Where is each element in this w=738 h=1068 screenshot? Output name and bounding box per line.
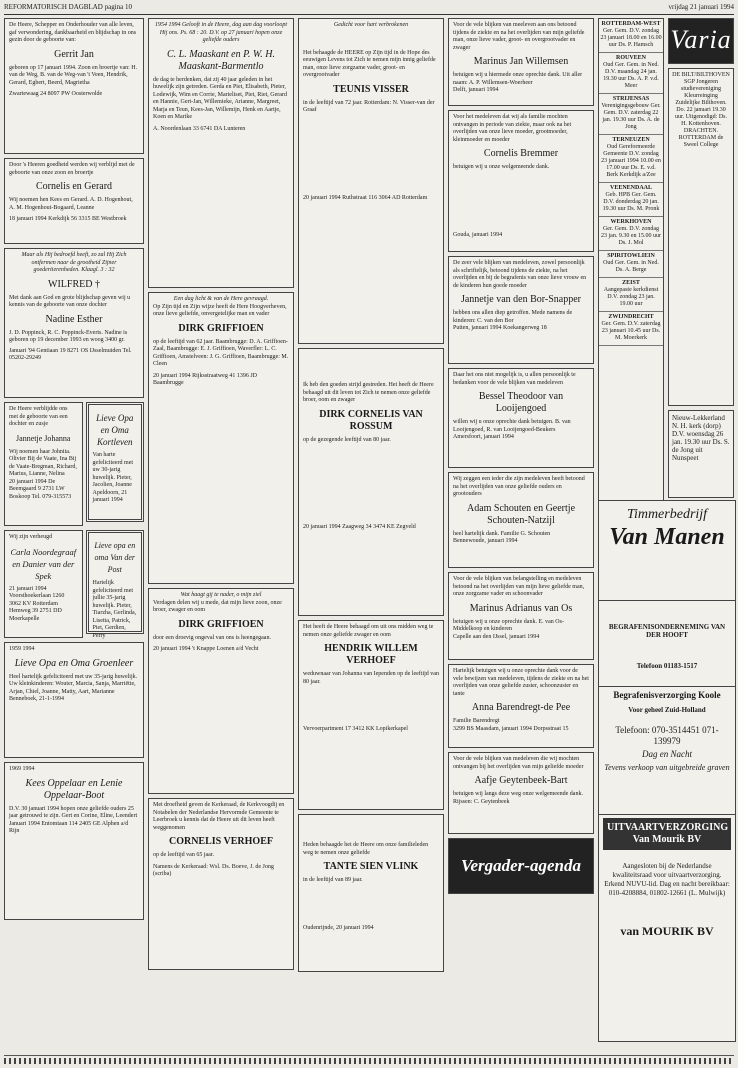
thanks-van-looijengoed [448,368,594,468]
ad-body-2: op de gezegende leeftijd van 80 jaar. [303,436,391,443]
service-entry: ZWIJNDRECHT Ger. Gem. D.V. zaterdag 23 januari 10.45 uur Ds. M. Moerkerk [599,312,663,346]
thanks-van-os [448,572,594,660]
ad-name: TANTE SIEN VLINK [323,861,419,872]
ad-address: Delft, januari 1994 [453,87,499,93]
anniversary-maaskant [148,18,294,288]
timmerbedrijf-ad [598,500,736,604]
ad-verse: Gedicht voor hart verbrokenen [333,22,409,28]
obituary-griffioen-1 [148,292,294,584]
ad-body-2: betuigen wij u onze welgemeende dank. [453,164,550,170]
ad-address: Januari 1994 Entomtaan 114 2405 GE Alphen a/d Rijn [9,820,129,834]
ad-address: 20 januari 1994 Rijksstraatweg 41 1396 JD Baambrugge [153,372,257,386]
ad-body-2: betuigen wij u onze oprechte dank. E. van Os-Middelkoop en kinderen [453,618,564,632]
church-services-list [598,18,664,540]
nieuw-lekkerland-notice [668,410,734,498]
obituary-verhoef-hw [298,620,444,810]
ad-body-2: willen wij u onze oprechte dank betuigen. B. van Looijengoed, R. van Looijengoed-Beukers [453,419,571,433]
obituary-griffioen-2 [148,588,294,794]
ad-body-2: betuigen wij langs deze weg onze welgemeende dank. Rijssen: C. Geytenbeek [453,791,583,805]
ad-address: 20 januari 1994 Zaagweg 34 3474 KE Zegveld [303,524,416,530]
ad-body: Heel hartelijk gefeliciteerd met uw 35-jarig huwelijk. Uw kleinkinderen: Wouter, Marcia, Sanja, Marriëtte, Arjan, Chiel, Joanne, Matty, Aart, Marianne [9,673,138,695]
ad-verse: Maar als Hij bedroefd heeft, zo zal Hij Zich ontfermen naar de grootheid Zijner goedertierenheden. Klaagl. 3 : 32 [21,252,127,273]
ad-address: Bennewoude, januari 1994 [453,538,518,544]
ad-title: Timmerbedrijf [626,507,708,522]
ad-brand: Van Manen [609,524,725,550]
date-line: vrijdag 21 januari 1994 [668,3,734,11]
ad-body: Wij noemen haar Johnita. Olivier Bij de Vaate, Ina Bij de Vaate-Bregman, Richard, Marius, Lianne, Nelina [9,448,77,477]
ad-slogan: Tevens verkoop van uitgebreide graven [604,763,730,772]
thanks-bremmer [448,110,594,252]
ad-address: Amersfoort, januari 1994 [453,434,514,440]
koole-ad [598,686,736,818]
ad-intro: Wij zijn verheugd [9,534,53,540]
obituary-vlink [298,814,444,972]
ad-body: Wij noemen hen Kees en Gerard. A. D. Hogenhout, A. M. Hogenhout-Bogaard, Leanne [9,197,133,211]
ad-address: Capelle aan den IJssel, januari 1994 [453,633,540,640]
ad-verse: Wat haagt gij te nader, o mijn ziel [180,592,262,598]
ad-address: 18 januari 1994 Kerkdijk 56 3315 BE Westbroek [9,216,127,222]
ad-body: Aangesloten bij de Nederlandse kwaliteitsraad voor uitvaartverzorging. Erkend NUVU-lid. Dag en nacht bereikbaar: 010-4208884, 01802-12661 (L. Mulwijk) [604,862,730,897]
thanks-barendregt [448,664,594,748]
service-entry: ZEIST Aangepaste kerkdienst D.V. zondag 23 jan. 19.00 uur [599,278,663,312]
ad-body: Het behaagde de HEERE op Zijn tijd in de Hope des eeuwigen Levens tot Zich te nemen mijn innig geliefde man, onze lieve zorgzame vader, groot- en overgrootvader [303,49,436,78]
birth-ad-gerrit-jan [4,18,144,154]
ad-title: Begrafenisverzorging Koole [613,690,721,700]
ad-body: geboren op 17 januari 1994. Zoon en broertje van: H. van de Weg, B. van de Weg-van 't Veen, Hendrik, Gerard, Egbert, Beerd, Magrietha [9,64,138,86]
ad-body: Daar het ons niet mogelijk is, u allen persoonlijk te bedanken voor de vele blijken van medeleven [453,372,576,386]
page-header [4,2,734,15]
ad-body-2: betuigen wij u hiermede onze oprechte dank. Uit aller naam: A. P. Willemsen-Woerheer [453,72,583,86]
ad-body-2: Familie Barendregt [453,718,500,724]
engagement-ad-carla [4,530,83,638]
ad-address: 21 januari 1994 Voorsthoekerlaan 1260 3062 KV Rotterdam Hemweg 39 2751 DD Moerkapelle [9,585,65,622]
ad-address: Zwartewaag 24 8097 PW Oosterwolde [9,91,103,97]
ad-body: Heden behaagde het de Heere om onze familieleden weg te nemen onze geliefde [303,842,429,856]
birth-ad-cornelis-gerard [4,158,144,244]
ad-intro: 1954 1994 Gelooft in de Heere, dag aan dag voorloopt Hij ons. Ps. 68 : 20. D.V. op 27 januari hopen onze geliefde ouders [154,22,288,43]
ad-name: Anna Barendregt-de Pee [471,702,571,713]
notice-text: Nieuw-Lekkerland N. H. kerk (dorp) D.V. woensdag 26 jan. 19.30 uur Ds. S. de Jong uit Nunspeet [672,414,730,462]
ad-name: Bessel Theodoor van Looijengoed [478,391,564,414]
ad-address: 3299 BS Maasdam, januari 1994 Dorpsstraat 15 [453,725,569,732]
van-der-hooft-ad [598,600,736,690]
ad-name: CORNELIS VERHOEF [168,836,273,847]
ad-title: BEGRAFENISONDERNEMING VAN DER HOOFT [608,623,726,639]
footer-rule [4,1058,734,1064]
ad-intro: Door 's Heeren goedheid werden wij verblijd met de geboorte van onze zoon en broertje [9,162,135,176]
ad-address: 20 januari 1994 De Beemgaard 9 2731 LW Boskoop Tel. 079-315573 [9,478,72,500]
ad-name: Jannetje Johanna [16,433,71,443]
thanks-schouten [448,472,594,568]
ad-body: Met dank aan God en grote blijdschap geven wij u kennis van de geboorte van onze dochter [9,294,131,308]
ad-address: Putten, januari 1994 Koekangerweg 18 [453,325,547,331]
row-carla-vanderpost [4,530,144,642]
service-entry: SPIRITOWLIEIN Oud Ger. Gem. in Ned. Ds. A. Berge [599,251,663,278]
row-jannetje-kortleven [4,402,144,530]
ad-body: de dag te herdenken, dat zij 40 jaar geleden in het huwelijk zijn getreden. Gerda en Piet, Elisabeth, Pieter, Lodewijk, Wim en Corrie, Marieliset, Piet, Riet, Gerard en Hannie, Gert-Jan, Willemieke, Arianne, Margreet, Marja en Teun, Kees-Jan, Willemijn, Henk en Aartje, Koen en Marike [153,76,287,120]
ad-name: Marinus Adrianus van Os [469,602,573,614]
ad-body-2: in de leeftijd van 72 jaar. Rotterdam: N. Visser-van der Graaf [303,99,435,113]
ad-subtitle: Voor geheel Zuid-Holland [628,706,706,714]
anniversary-oppelaar [4,762,144,920]
service-entry: ROUVEEN Oud Ger. Gem. in Ned. D.V. maandag 24 jan. 19.30 uur Ds. A. P. v.d. Meer [599,53,663,94]
ad-name: Kees Oppelaar en Lenie Oppelaar-Boot [25,777,123,801]
service-entry: TERNEUZEN Oud Gereformeerde Gemeente D.V. zondag 23 januari 1994 10.00 en 17.00 uur Ds. E. v.d. Berk Kerkdijk a/Zee [599,135,663,183]
birth-ad-jannetje [4,402,83,526]
ad-name: Lieve Opa en Oma Groenleer [14,657,134,669]
ad-body-2: heel hartelijk dank. Familie G. Schouten [453,530,551,537]
ad-address: Januari '94 Gentiaan 19 8271 OS IJsselmuiden Tel. 05202-29249 [9,347,132,361]
ad-address: Oudenrijnde, 20 januari 1994 [303,924,374,931]
ad-body: Hartelijk gefeliciteerd met jullie 35-jarig huwelijk. Pieter, Tiarzha, Gerlinda, Lisetta, Patrick, Piet, Gerdien, Perry [92,580,137,639]
service-entry: VEENENDAAL Geb. HPB Ger. Gem. D.V. donderdag 20 jan. 19.30 uur Ds. M. Pronk [599,183,663,217]
ad-body: De zeer vele blijken van medeleven, zowel persoonlijk als schriftelijk, betoond tijdens de ziekte, na het overlijden en bij de begrafenis van onze lieve vrouw en de kinderen hun goede moeder [453,260,587,289]
ad-phone: Telefoon: 070-3514451 071-139979 [615,724,719,746]
ad-name: Jannetje van den Bor-Snapper [460,294,582,305]
ad-body-2: door een droevig ongeval van ons is heengegaan. [153,634,271,641]
ad-title: UITVAARTVERZORGING Van Mourik BV [603,818,731,850]
ad-body: Voor de vele blijken van meeleven aan ons betoond tijdens de ziekte en na het overlijden van mijn geliefde man, onze lieve vader, groot- en overgrootvader en zwager [453,22,585,51]
ad-intro: De Heere, Schepper en Onderhouder van alle leven, gaf verwondering, dankbaarheid en blijdschap in ons gezin door de geboorte van: [9,22,137,43]
ad-hours: Dag en Nacht [642,748,692,759]
thanks-geytenbeek [448,752,594,834]
masthead: REFORMATORISCH DAGBLAD pagina 10 [4,3,133,11]
ad-body-2: in de leeftijd van 89 jaar. [303,877,363,883]
ad-address: Gouda, januari 1994 [453,231,503,238]
ad-name: Carla Noordegraaf en Danier van der Spek [10,546,77,581]
varia-list [668,68,734,406]
ad-body: Met droefheid geven de Kerkeraad, de Kerkvoogdij en Notabelen der Nederlandse Hervormde Gemeente te Leerbroek u kennis dat de Heere uit dit leven heeft weggenomen [153,802,285,831]
ad-name: Marinus Jan Willemsen [473,56,569,67]
ad-body: Voor het medeleven dat wij als familie mochten ontvangen in periode van ziekte, maar ook na het overlijden van onze lieve moeder, grootmoeder, kleinmoeder en moeder [453,114,572,143]
ad-body: Hartelijk betuigen wij u onze oprechte dank voor de vele bewijzen van medeleven, tijdens de ziekte en na het overlijden van onze geliefde zuster, schoonzuster en tante [453,668,589,697]
ad-name: DIRK GRIFFIOEN [178,618,264,630]
column-2 [148,18,294,1052]
ad-name: Adam Schouten en Geertje Schouten-Natzijl [466,502,576,526]
ad-address: 20 januari 1994 Ruthstraat 116 3064 AD Rotterdam [303,194,428,201]
thanks-willemsen [448,18,594,106]
ad-name: Lieve opa en oma Van der Post [94,541,136,574]
ad-body-2: J. D. Poppinck, R. C. Poppinck-Everts. Nadine is geboren op 19 december 1993 en woog 3400 gr. [9,329,128,343]
ad-name: Lieve Opa en Oma Kortleven [96,413,134,447]
column-3 [298,18,444,1052]
anniversary-van-der-post [86,530,144,639]
anniversary-kortleven [86,402,144,522]
ad-body: D.V. 30 januari 1994 hopen onze geliefde ouders 25 jaar getrouwd te zijn. Gert en Corine, Eline, Leendert [9,805,138,819]
ad-body-2: hebben ons allen diep getroffen. Mede namens de kinderen: C. van den Bor [453,310,573,324]
birth-ad-nadine [4,248,144,398]
ad-body-2: op de leeftijd van 65 jaar. [153,852,214,858]
ad-name-2: Nadine Esther [45,313,103,325]
ad-logo: van MOURIK BV [620,924,714,938]
ad-intro: 1969 1994 [9,766,35,772]
column-4 [448,18,594,1052]
ad-name: Cornelis Bremmer [483,148,559,159]
service-entry: STRIJENSAS Verenigingsgebouw Ger. Gem. D.V. zaterdag 22 jan. 19.30 uur Ds. A. de Jong [599,94,663,135]
vergader-agenda-logo: Vergader-agenda [448,838,594,894]
service-entry: WERKHOVEN Ger. Gem. D.V. zondag 23 jan. 9.30 en 15.00 uur Ds. J. Mol [599,217,663,251]
ad-intro: 1959 1994 [9,646,35,652]
ad-body: Van harte gefeliciteerd met uw 30-jarig huwelijk. Pieter, Jacolien, Joanne [92,452,134,488]
ad-name: Aafje Geytenbeek-Bart [474,775,568,786]
varia-text: DE BILT/BILTHOVEN SGP Jongeren studievereniging Kleurreinging Zuidelijke Bilthoven. Do. 22 januari 19.30 uur. Uitgenodigd: Ds. H. Kottenhoven. DRACHTEN. ROTTERDAM de Sweel College [672,72,730,148]
ad-body: Wij zeggen een ieder die zijn medeleven heeft betoond na het overlijden van onze geliefde ouders en grootouders [453,476,585,497]
ad-name: Gerrit Jan [54,48,94,60]
ad-name: DIRK GRIFFIOEN [178,322,264,334]
ad-address: Namens de Kerkeraad: Wsl. Ds. Boeve, J. de Jong (scriba) [153,863,274,877]
ad-body-2: weduwnaar van Johanna van Iependen op de leeftijd van 80 jaar. [303,671,439,685]
van-mourik-ad [598,814,736,1042]
service-entry: ROTTERDAM-WEST Ger. Gem. D.V. zondag 23 januari 18.00 en 16.00 uur Ds. P. Hamsch [599,19,663,53]
ad-body: Voor de vele blijken van medeleven die wij mochten ontvangen bij het overlijden van mijn geliefde moeder [453,756,584,770]
ad-intro: De Heere verblijdde ons met de geboorte van een dochter en zusje [9,406,68,427]
ad-body-2: op de leeftijd van 62 jaar. Baambrugge: D. A. Griffioen-Zaal, Baambrugge: E. J. Griffioen, Waverfler: L. C. Griffioen, Amstelveen: J. G. Griffioen, Baambrugge: M. Cleen [153,338,289,367]
ad-name: C. L. Maaskant en P. W. H. Maaskant-Barmentlo [166,48,276,72]
ad-name: HENDRIK WILLEM VERHOEF [324,643,418,666]
ad-name: TEUNIS VISSER [333,83,409,95]
thanks-van-den-bor [448,256,594,364]
ad-body: Verdagen delen wij u mede, dat mijn lieve zoon, onze broer, zwager en oom [153,599,282,613]
ad-address: Vervoerpartment 17 3412 KK Lopikerkapel [303,726,408,732]
ad-body: Ik heb den goeden strijd gestreden. Het heeft de Heere behaagd uit dit leven tot Zich te nemen onze geliefde broer, oom en zwager [303,382,434,403]
anniversary-groenleer [4,642,144,758]
page-footer [4,1055,734,1066]
varia-logo: Varia [668,18,734,64]
ad-address: A. Noordenlaan 33 6741 DA Lunteren [153,125,246,132]
ad-address: Apeldoorn, 21 januari 1994 [92,489,128,503]
ad-name: DIRK CORNELIS VAN ROSSUM [319,408,423,432]
obituary-van-rossum [298,348,444,616]
ad-body: Op Zijn tijd en Zijn wijze heeft de Here Hoogverheven, onze lieve geliefde, onvergetelijke man en vader [153,303,287,317]
ad-verse: Een dag licht & van de Here gevraagd. [173,296,269,302]
ad-name: Cornelis en Gerard [35,181,113,192]
ad-address: 20 januari 1994 't Knappe Loenen a/d Vecht [153,646,259,652]
column-1 [4,18,144,1052]
ad-body: Het heeft de Heere behaagd om uit ons midden weg te nemen onze geliefde zwager en oom [303,624,434,638]
ad-address: Benneboek, 21-1-1994 [9,696,64,702]
ad-phone: Telefoon 01183-1517 [636,662,698,670]
obituary-visser [298,18,444,344]
obituary-verhoef [148,798,294,970]
ad-name: WILFRED † [48,278,100,290]
ad-body: Voor de vele blijken van belangstelling en medeleven betoond na het overlijden van mijn lieve geliefde man, onze zorgzame vader en schoonvader [453,576,585,597]
